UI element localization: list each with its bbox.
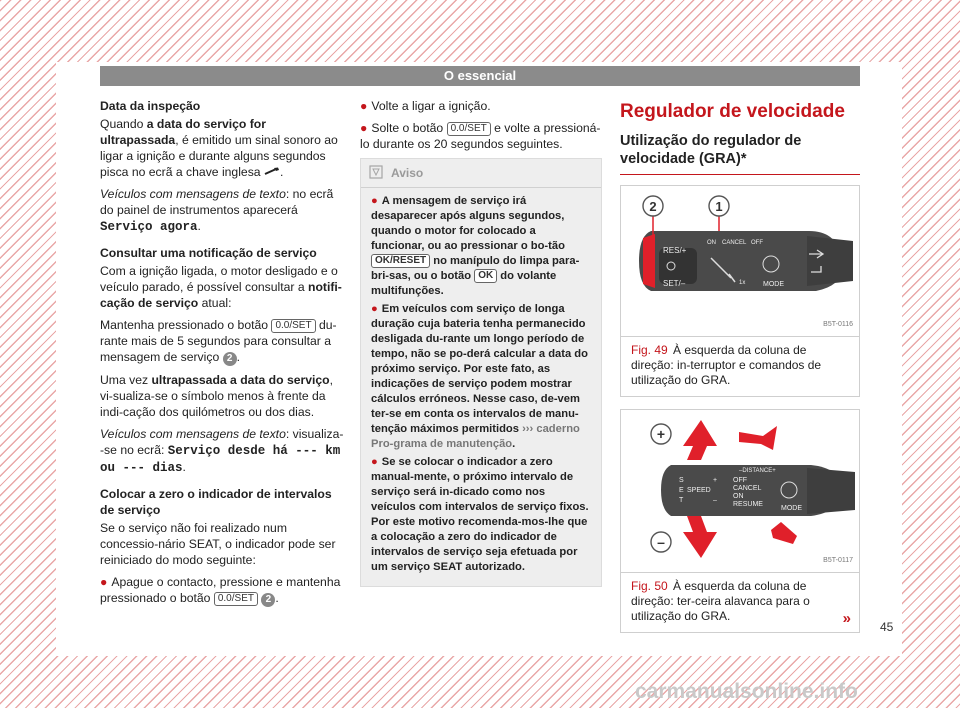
text: Apague o contacto, pressione e mantenha pressionado o botão — [100, 575, 341, 605]
minus-label: – — [657, 534, 665, 550]
figure-label: Fig. 50 — [631, 579, 668, 593]
lever-label-speed: SPEED — [687, 487, 711, 494]
text: . — [275, 591, 279, 605]
bullet-item — [100, 574, 346, 607]
callout-number: 2 — [261, 593, 275, 607]
paragraph-service-overdue — [100, 116, 346, 180]
lever-label-off: OFF — [751, 240, 763, 246]
set-key-label: 0.0/SET — [447, 122, 491, 136]
text: atual: — [198, 296, 232, 310]
paragraph-overdue-symbol — [100, 372, 346, 420]
ok-key-label: OK — [474, 269, 497, 283]
lever-label-e: E — [679, 487, 684, 494]
bullet-item — [360, 120, 602, 152]
cross-reference-link[interactable]: ››› caderno Pro-grama de manutenção — [371, 423, 580, 450]
caption-text: À esquerda da coluna de direção: ter-ceira alavanca para o utilização do GRA. — [631, 579, 810, 623]
notice-title: Aviso — [391, 166, 424, 180]
text: Solte o botão — [371, 121, 447, 135]
text: , vi-sualiza-se o símbolo menos à frente da indi-cação dos quilómetros ou dos dias. — [100, 373, 334, 419]
section-header-title: O essencial — [443, 68, 517, 83]
text: A mensagem de serviço irá desaparecer após alguns segundos, quando o motor for colocado a funcionar, ou ao pressionar o bo-tão — [371, 195, 565, 252]
notice-header — [361, 159, 601, 188]
lever-label-set: SET/– — [663, 279, 686, 288]
text-bold: notifi-cação de serviço — [100, 280, 342, 310]
lever-label-resume: RESUME — [733, 501, 763, 508]
lever-label-cancel: CANCEL — [733, 485, 762, 492]
figure-caption — [621, 337, 859, 396]
page-number: 45 — [880, 620, 894, 634]
text: Uma vez — [100, 373, 152, 387]
set-key-label: 0.0/SET — [271, 319, 315, 333]
text: Em veículos com serviço de longa duração cuja bateria tenha permanecido desligada du-rante um longo período de tempo, não se po-derá calcular a data do próximo serviço. Por este fato, as indicações de serviço podem mostrar cálculos erróneos. Nesse caso, de-vem ter-se em conta os intervalos de manu-tenção máximos permitidos — [371, 303, 588, 435]
text: . — [182, 460, 186, 474]
lever-label-s: S — [679, 477, 684, 484]
lever-label-t: T — [679, 497, 684, 504]
figure-50 — [620, 409, 860, 633]
notice-item — [371, 302, 591, 452]
text: : visualiza--se no ecrã: — [100, 427, 344, 457]
text: . — [197, 219, 201, 233]
lever-label-minus: – — [713, 497, 717, 504]
notice-body — [361, 188, 601, 586]
lever-label-off: OFF — [733, 477, 747, 484]
figure-image-gra-lever — [621, 410, 859, 573]
text-italic: Veículos com mensagens de texto — [100, 427, 286, 441]
display-message: Serviço desde há --- km ou --- dias — [100, 444, 341, 475]
notice-item — [371, 455, 591, 575]
text: Volte a ligar a ignição. — [371, 99, 491, 113]
image-code: B5T-0116 — [823, 321, 853, 328]
bullet-icon: ● — [371, 303, 378, 315]
callout-1-label: 1 — [715, 199, 723, 214]
paragraph-reset-intro: Se o serviço não foi realizado num concessio-nário SEAT, o indicador pode ser reiniciado do modo seguinte: — [100, 521, 336, 567]
text: e volte a pressioná-lo durante os 20 segundos seguintes. — [360, 121, 601, 151]
lever-label-cancel: CANCEL — [722, 240, 747, 246]
section-title: Regulador de velocidade — [620, 101, 845, 122]
bullet-icon: ● — [371, 195, 378, 207]
text: Se se colocar o indicador a zero manual-mente, o próximo intervalo de serviço será in-dicado como nos veículos com intervalos de serviço fixos. Por este motivo recomenda-mos-lhe que a colocação a zero do indicador de intervalos de serviço seja efetuada por um serviço SEAT autorizado. — [371, 456, 589, 573]
text: . — [512, 438, 516, 450]
lever-label-on: ON — [733, 493, 744, 500]
notice-box — [360, 158, 602, 587]
lever-label-res: RES/+ — [663, 246, 687, 255]
text: . — [236, 350, 240, 364]
watermark: carmanualsonline.info — [635, 680, 858, 703]
bullet-icon: ● — [100, 575, 108, 589]
callout-number: 2 — [223, 352, 237, 366]
lever-label-mode: MODE — [763, 281, 784, 288]
column-middle — [360, 98, 602, 587]
continue-arrow-icon: » — [842, 610, 851, 627]
lever-label-on: ON — [707, 240, 716, 246]
figure-caption — [621, 573, 859, 632]
text: Quando — [100, 117, 147, 131]
wrench-icon — [264, 167, 280, 176]
text: Mantenha pressionado o botão — [100, 318, 272, 332]
display-message: Serviço agora — [100, 220, 198, 234]
gra-lever-illustration — [621, 186, 859, 336]
figure-49 — [620, 185, 860, 397]
text: Com a ignição ligada, o motor desligado e o veículo parado, é possível consultar a — [100, 264, 338, 294]
bullet-icon: ● — [360, 99, 368, 113]
lever-label-distance: –DISTANCE+ — [739, 468, 776, 474]
heading-consult-notification: Consultar uma notificação de serviço — [100, 246, 317, 260]
image-code: B5T-0117 — [823, 557, 853, 564]
text-bold: ultrapassada a data do serviço — [151, 373, 330, 387]
text: du-rante mais de 5 segundos para consultar a mensagem de serviço — [100, 318, 337, 364]
heading-inspection-date: Data da inspeção — [100, 99, 201, 113]
paragraph-hold-button — [100, 317, 346, 366]
section-subtitle: Utilização do regulador de velocidade (GRA)* — [620, 132, 860, 175]
text: do volante multifunções. — [371, 270, 557, 297]
lever-label-plus: + — [713, 477, 718, 484]
text: : no ecrã do painel de instrumentos aparecerá — [100, 187, 334, 217]
bullet-icon: ● — [360, 121, 368, 135]
figure-image-gra-switch — [621, 186, 859, 337]
caption-text: À esquerda da coluna de direção: in-terruptor e comandos de utilização do GRA. — [631, 343, 822, 387]
text: , é emitido um sinal sonoro ao ligar a ignição e durante alguns segundos pisca no ecrã a chave inglesa — [100, 133, 338, 179]
ok-reset-key-label: OK/RESET — [371, 254, 430, 268]
text: no manípulo do limpa para-bri-sas, ou o botão — [371, 255, 580, 282]
section-header — [100, 66, 860, 86]
plus-label: + — [656, 426, 666, 442]
paragraph-overdue-message — [100, 426, 346, 476]
lever-label-1x: 1x — [739, 280, 746, 286]
column-right — [620, 98, 860, 633]
text: . — [279, 165, 284, 179]
bullet-item — [360, 98, 602, 114]
figure-label: Fig. 49 — [631, 343, 668, 357]
set-key-label: 0.0/SET — [214, 592, 258, 606]
gra-third-lever-illustration — [621, 410, 859, 572]
text-bold: a data do serviço for ultrapassada — [100, 117, 266, 147]
notice-item — [371, 194, 591, 299]
lever-label-mode: MODE — [781, 505, 802, 512]
paragraph-consult — [100, 263, 346, 311]
callout-2-label: 2 — [649, 199, 657, 214]
paragraph-text-message — [100, 186, 346, 235]
column-left — [100, 98, 346, 613]
notice-icon — [369, 165, 383, 179]
text-italic: Veículos com mensagens de texto — [100, 187, 286, 201]
heading-reset-indicator: Colocar a zero o indicador de intervalos de serviço — [100, 487, 332, 517]
bullet-icon: ● — [371, 456, 378, 468]
